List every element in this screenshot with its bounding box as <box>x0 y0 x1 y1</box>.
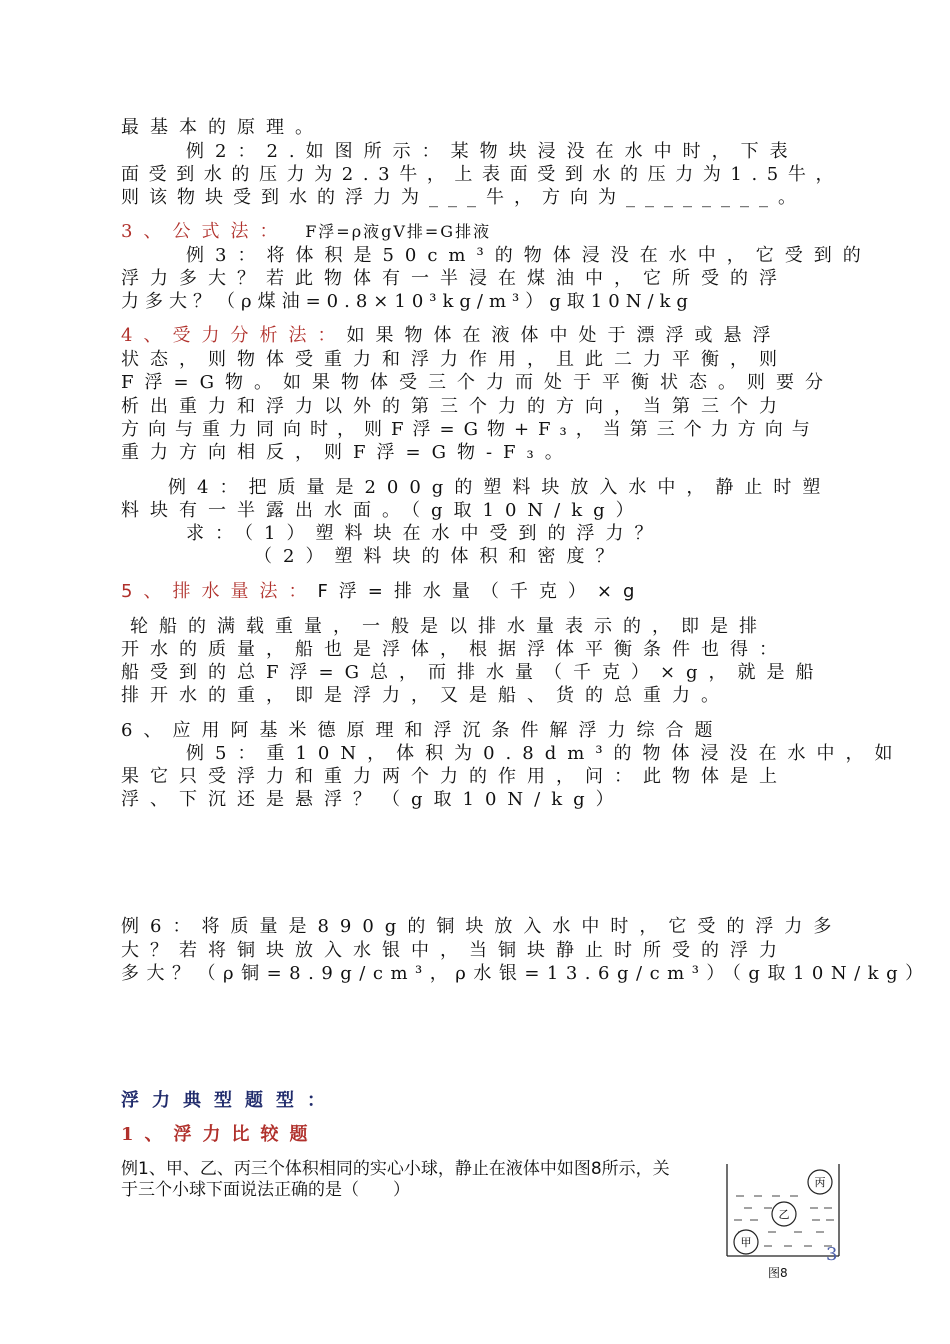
example-4-line-1: 例4：把质量是200g的塑料块放入水中，静止时塑 <box>168 477 832 498</box>
example-2-line-2: 面受到水的压力为2.3牛，上表面受到水的压力为1.5牛， <box>121 164 844 185</box>
example-1-line-2: 于三个小球下面说法正确的是（ ） <box>121 1180 410 1200</box>
section-4-line-4: 析出重力和浮力以外的第三个力的方向，当第三个力 <box>121 396 788 417</box>
section-5-title: 5、排水量法： <box>121 581 318 602</box>
example-2-line-3: 则该物块受到水的浮力为___牛，方向为________。 <box>121 187 806 208</box>
figure-caption: 图8 <box>768 1266 788 1280</box>
comparison-problems-heading: 1、浮力比较题 <box>121 1124 319 1145</box>
section-4-title: 4、受力分析法： <box>121 325 347 346</box>
section-3-heading <box>121 221 491 243</box>
ball-bing-label: 丙 <box>814 1176 826 1189</box>
ball-jia-label: 甲 <box>740 1236 752 1249</box>
section-4-text: 如果物体在液体中处于漂浮或悬浮 <box>346 325 782 346</box>
section-4-line-5: 方向与重力同向时，则F浮=G物+F₃，当第三个力方向与 <box>121 419 819 440</box>
section-3-formula: F浮=ρ液gV排=G排液 <box>305 222 492 241</box>
example-5-line-3: 浮、下沉还是悬浮？（g取10N/kg） <box>121 789 625 810</box>
example-6-line-3: 多大？（ρ铜=8.9g/cm³，ρ水银=13.6g/cm³）（g取10N/kg） <box>121 963 931 984</box>
example-4-line-3: 求：（1）塑料块在水中受到的浮力？ <box>186 523 664 544</box>
section-6-heading: 6、应用阿基米德原理和浮沉条件解浮力综合题 <box>121 720 724 741</box>
section-3-title: 3、公式法： <box>121 221 289 242</box>
example-4-line-2: 料块有一半露出水面。（g取10N/kg） <box>121 500 645 521</box>
container-figure <box>724 1162 842 1258</box>
typical-problems-heading: 浮力典型题型： <box>121 1090 338 1111</box>
example-5-line-2: 果它只受浮力和重力两个力的作用，问：此物体是上 <box>121 766 788 787</box>
example-6-line-1: 例6：将质量是890g的铜块放入水中时，它受的浮力多 <box>121 916 843 937</box>
example-6-line-2: 大？若将铜块放入水银中，当铜块静止时所受的浮力 <box>121 940 788 961</box>
section-5-line-5: 排开水的重，即是浮力，又是船、货的总重力。 <box>121 685 730 706</box>
example-5-line-1: 例5：重10N，体积为0.8dm³的物体浸没在水中，如 <box>186 743 904 764</box>
section-5-formula: F浮=排水量（千克）×g <box>317 581 646 602</box>
section-5-line-2: 轮船的满载重量，一般是以排水量表示的，即是排 <box>130 616 768 637</box>
ball-yi-label: 乙 <box>778 1208 790 1221</box>
line-1: 最基本的原理。 <box>121 117 324 138</box>
example-3-line-2: 浮力多大？若此物体有一半浸在煤油中，它所受的浮 <box>121 268 788 289</box>
section-5-heading <box>121 581 645 603</box>
example-3-line-1: 例3：将体积是50cm³的物体浸没在水中，它受到的 <box>186 245 872 266</box>
example-3-line-3: 力多大？（ρ煤油=0.8×10³kg/m³）g取10N/kg <box>121 291 694 312</box>
section-4-line-3: F浮=G物。如果物体受三个力而处于平衡状态。则要分 <box>121 372 834 393</box>
section-4-line-6: 重力方向相反，则F浮=G物-F₃。 <box>121 442 574 463</box>
section-4-line-2: 状态，则物体受重力和浮力作用，且此二力平衡，则 <box>121 349 788 370</box>
example-1-line-1: 例1、甲、乙、丙三个体积相同的实心小球，静止在液体中如图8所示，关 <box>121 1159 670 1179</box>
example-2-line-1: 例2：2.如图所示：某物块浸没在水中时，下表 <box>186 141 799 162</box>
section-5-line-4: 船受到的总F浮=G总，而排水量（千克）×g，就是船 <box>121 662 825 683</box>
page-number: 3 <box>826 1244 838 1265</box>
example-4-line-4: （2）塑料块的体积和密度？ <box>254 546 625 567</box>
section-4-heading <box>121 325 781 347</box>
section-5-line-3: 开水的质量，船也是浮体，根据浮体平衡条件也得： <box>121 639 788 660</box>
